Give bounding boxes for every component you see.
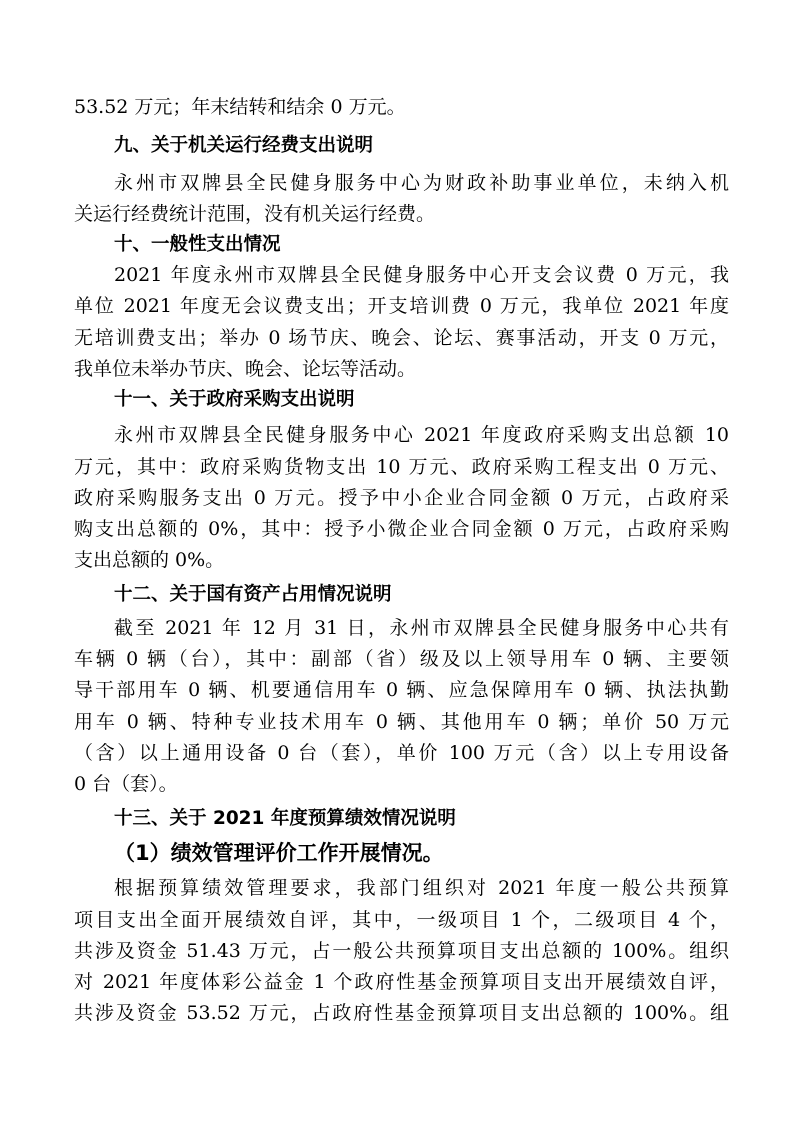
subsection-heading: （1）绩效管理评价工作开展情况。 [114,841,444,865]
paragraph-line: 对 2021 年度体彩公益金 1 个政府性基金预算项目支出开展绩效自评， [74,971,729,993]
paragraph-line: 政府采购服务支出 0 万元。授予中小企业合同金额 0 万元，占政府采 [74,487,729,509]
paragraph-line: 单位 2021 年度无会议费支出；开支培训费 0 万元，我单位 2021 年度 [74,295,729,317]
paragraph-line: 支出总额的 0%。 [74,549,225,571]
paragraph-line: 0 台（套）。 [74,773,178,795]
paragraph-line: 截至 2021 年 12 月 31 日，永州市双牌县全民健身服务中心共有 [114,617,729,639]
section-heading-12: 十二、关于国有资产占用情况说明 [114,584,392,605]
paragraph-line: 车辆 0 辆（台），其中：副部（省）级及以上领导用车 0 辆、主要领 [74,648,729,670]
paragraph-line: 无培训费支出；举办 0 场节庆、晚会、论坛、赛事活动，开支 0 万元， [74,327,729,349]
section-heading-13: 十三、关于 2021 年度预算绩效情况说明 [114,808,456,829]
paragraph-line: 永州市双牌县全民健身服务中心为财政补助事业单位，未纳入机 [114,172,729,194]
paragraph-line: 用车 0 辆、特种专业技术用车 0 辆、其他用车 0 辆；单价 50 万元 [74,711,729,733]
paragraph-line: 根据预算绩效管理要求，我部门组织对 2021 年度一般公共预算 [114,877,729,899]
paragraph-line: 我单位未举办节庆、晚会、论坛等活动。 [74,358,417,380]
paragraph-line: 53.52 万元；年末结转和结余 0 万元。 [74,96,406,118]
paragraph-line: 关运行经费统计范围，没有机关运行经费。 [74,203,436,225]
paragraph-line: 共涉及资金 53.52 万元，占政府性基金预算项目支出总额的 100%。组 [74,1002,729,1024]
paragraph-line: 购支出总额的 0%，其中：授予小微企业合同金额 0 万元，占政府采购 [74,518,729,540]
paragraph-line: 导干部用车 0 辆、机要通信用车 0 辆、应急保障用车 0 辆、执法执勤 [74,679,729,701]
section-heading-10: 十、一般性支出情况 [114,234,281,255]
section-heading-9: 九、关于机关运行经费支出说明 [114,135,374,156]
paragraph-line: 项目支出全面开展绩效自评，其中，一级项目 1 个，二级项目 4 个， [74,909,729,931]
paragraph-line: 永州市双牌县全民健身服务中心 2021 年度政府采购支出总额 10 [114,424,729,446]
paragraph-line: 万元，其中：政府采购货物支出 10 万元、政府采购工程支出 0 万元、 [74,456,729,478]
paragraph-line: （含）以上通用设备 0 台（套），单价 100 万元（含）以上专用设备 [74,742,729,764]
paragraph-line: 共涉及资金 51.43 万元，占一般公共预算项目支出总额的 100%。组织 [74,940,729,962]
paragraph-line: 2021 年度永州市双牌县全民健身服务中心开支会议费 0 万元，我 [114,264,729,286]
section-heading-11: 十一、关于政府采购支出说明 [114,389,355,410]
